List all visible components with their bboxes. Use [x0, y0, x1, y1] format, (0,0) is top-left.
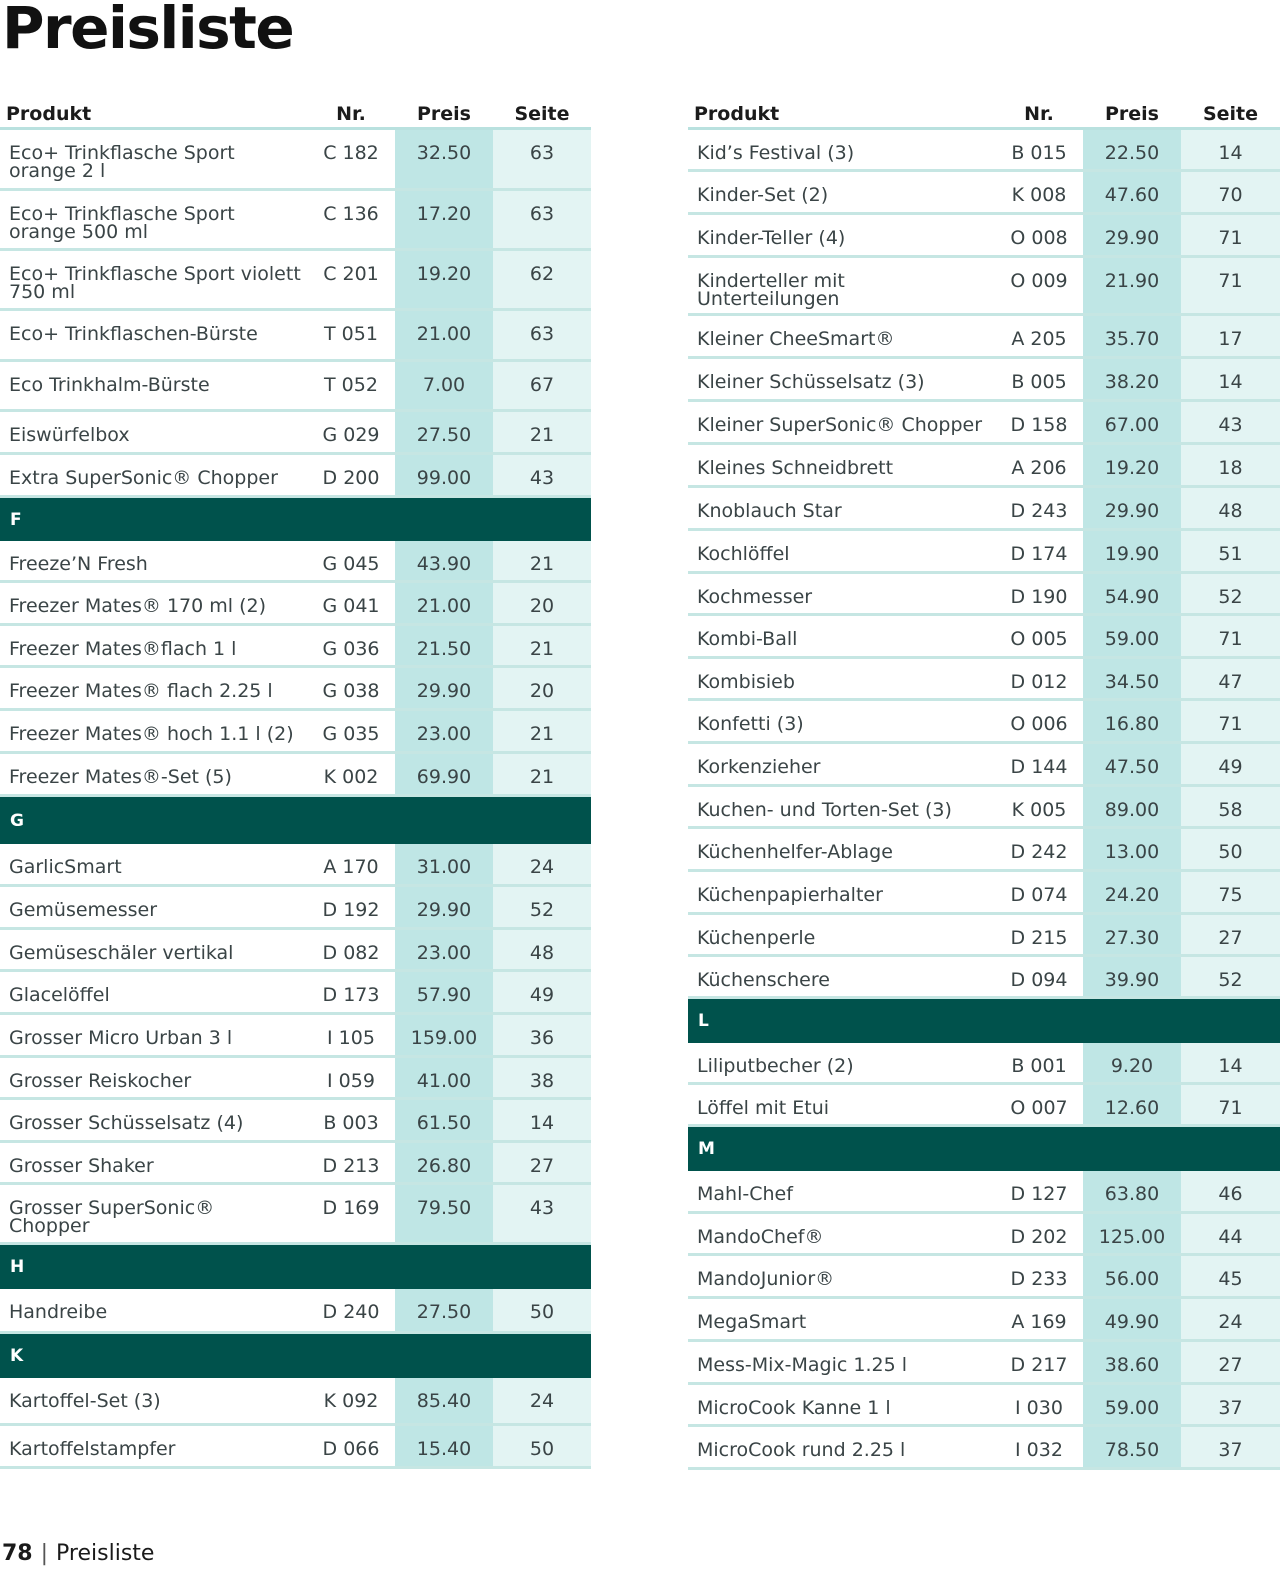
product-name: Freeze’N Fresh — [9, 553, 148, 575]
product-price: 54.90 — [1083, 574, 1181, 613]
product-number: I 105 — [327, 1027, 375, 1049]
product-name: Eco Trinkhalm-Bürste — [9, 374, 210, 396]
product-name: Kuchen- und Torten-Set (3) — [697, 799, 952, 821]
page-title: Preisliste — [2, 0, 294, 62]
product-price: 41.00 — [395, 1058, 493, 1097]
section-letter: M — [688, 1127, 1280, 1171]
table-row — [0, 626, 591, 668]
product-page: 48 — [1181, 488, 1280, 528]
product-price: 38.20 — [1083, 359, 1181, 399]
product-number: G 036 — [322, 638, 380, 660]
section-letter: H — [0, 1245, 591, 1289]
product-price: 12.60 — [1083, 1085, 1181, 1124]
table-body — [0, 130, 591, 1469]
product-name: Freezer Mates®-Set (5) — [9, 766, 232, 788]
product-price: 43.90 — [395, 541, 493, 580]
product-number: D 202 — [1010, 1226, 1068, 1248]
product-page: 14 — [1181, 1043, 1280, 1082]
product-number: O 006 — [1010, 713, 1068, 735]
product-number: O 005 — [1010, 628, 1068, 650]
product-number: G 045 — [322, 553, 380, 575]
product-page: 50 — [1181, 829, 1280, 869]
product-page: 71 — [1181, 258, 1280, 313]
product-name: Liliputbecher (2) — [697, 1055, 854, 1077]
product-price: 29.90 — [1083, 215, 1181, 255]
product-page: 63 — [493, 191, 591, 248]
product-name: Kombisieb — [697, 671, 795, 693]
product-number: O 007 — [1010, 1097, 1068, 1119]
product-price: 9.20 — [1083, 1043, 1181, 1082]
product-number: G 029 — [322, 424, 380, 446]
product-price: 47.60 — [1083, 172, 1181, 212]
product-name: Kid’s Festival (3) — [697, 142, 855, 164]
product-number: K 008 — [1011, 184, 1067, 206]
table-row — [688, 787, 1280, 829]
product-price: 159.00 — [395, 1015, 493, 1055]
product-name: Kinder-Set (2) — [697, 184, 829, 206]
table-row — [0, 754, 591, 797]
product-page: 75 — [1181, 872, 1280, 912]
product-number: D 213 — [322, 1155, 380, 1177]
table-row — [688, 130, 1280, 172]
product-price: 13.00 — [1083, 829, 1181, 869]
product-price: 29.90 — [1083, 488, 1181, 528]
table-row — [0, 887, 591, 930]
table-row — [0, 972, 591, 1015]
table-row — [688, 402, 1280, 445]
product-number: A 206 — [1011, 457, 1067, 479]
product-price: 78.50 — [1083, 1427, 1181, 1467]
product-number: D 243 — [1010, 500, 1068, 522]
product-price: 15.40 — [395, 1426, 493, 1466]
product-number: D 094 — [1010, 969, 1068, 991]
product-page: 21 — [493, 541, 591, 580]
product-name: Freezer Mates® 170 ml (2) — [9, 595, 266, 617]
product-number: D 127 — [1010, 1183, 1068, 1205]
table-row — [688, 1427, 1280, 1470]
table-row — [0, 455, 591, 498]
table-row — [688, 659, 1280, 701]
product-name: Grosser Schüsselsatz (4) — [9, 1112, 244, 1134]
product-number: D 217 — [1010, 1354, 1068, 1376]
product-number: D 233 — [1010, 1268, 1068, 1290]
table-row — [688, 872, 1280, 915]
product-number: I 032 — [1015, 1439, 1063, 1461]
section-letter: G — [0, 797, 591, 844]
header-product: Produkt — [694, 103, 780, 125]
table-row — [688, 531, 1280, 574]
product-number: D 012 — [1010, 671, 1068, 693]
product-page: 21 — [493, 711, 591, 751]
product-number: B 015 — [1011, 142, 1067, 164]
table-row — [688, 359, 1280, 402]
product-number: T 051 — [324, 323, 378, 345]
product-price: 31.00 — [395, 844, 493, 884]
table-row — [0, 1378, 591, 1426]
product-number: D 215 — [1010, 927, 1068, 949]
product-name: Grosser Micro Urban 3 l — [9, 1027, 233, 1049]
product-name: Eco+ Trinkflasche Sport violett 750 ml — [9, 263, 301, 303]
table-row — [688, 172, 1280, 215]
product-page: 24 — [493, 844, 591, 884]
product-number: G 038 — [322, 680, 380, 702]
product-number: C 182 — [323, 142, 379, 164]
product-page: 71 — [1181, 1085, 1280, 1124]
header-price: Preis — [1104, 103, 1159, 125]
table-header — [688, 97, 1280, 130]
table-row — [688, 1043, 1280, 1085]
product-price: 49.90 — [1083, 1299, 1181, 1339]
table-row — [0, 583, 591, 626]
product-page: 71 — [1181, 616, 1280, 656]
product-price: 7.00 — [395, 362, 493, 409]
product-number: D 190 — [1010, 586, 1068, 608]
table-row — [688, 829, 1280, 872]
header-product: Produkt — [6, 103, 92, 125]
product-page: 63 — [493, 311, 591, 359]
product-number: B 005 — [1011, 371, 1067, 393]
product-page: 52 — [493, 887, 591, 927]
table-row — [0, 1426, 591, 1469]
product-price: 47.50 — [1083, 744, 1181, 784]
product-name: MicroCook Kanne 1 l — [697, 1397, 891, 1419]
product-page: 21 — [493, 754, 591, 794]
product-page: 27 — [1181, 1342, 1280, 1382]
product-number: O 009 — [1010, 270, 1068, 292]
product-name: Küchenperle — [697, 927, 816, 949]
table-row — [688, 258, 1280, 316]
product-price: 61.50 — [395, 1100, 493, 1140]
product-number: D 169 — [322, 1197, 380, 1219]
header-nr: Nr. — [336, 103, 366, 125]
product-name: Kartoffel-Set (3) — [9, 1390, 161, 1412]
product-price: 59.00 — [1083, 616, 1181, 656]
product-page: 20 — [493, 583, 591, 623]
product-page: 48 — [493, 930, 591, 969]
section-letter: F — [0, 498, 591, 541]
product-page: 52 — [1181, 574, 1280, 613]
product-name: Mahl-Chef — [697, 1183, 793, 1205]
header-nr: Nr. — [1024, 103, 1054, 125]
product-page: 14 — [1181, 359, 1280, 399]
product-price: 21.00 — [395, 311, 493, 359]
product-page: 51 — [1181, 531, 1280, 571]
header-page: Seite — [1202, 103, 1259, 125]
product-name: Kochlöffel — [697, 543, 790, 565]
product-price: 21.90 — [1083, 258, 1181, 313]
product-name: Eco+ Trinkflaschen-Bürste — [9, 323, 258, 345]
product-price: 57.90 — [395, 972, 493, 1012]
product-name: Grosser SuperSonic® Chopper — [9, 1197, 215, 1237]
product-name: Kleiner Schüsselsatz (3) — [697, 371, 925, 393]
table-row — [0, 412, 591, 455]
product-page: 14 — [493, 1100, 591, 1140]
product-price: 27.50 — [395, 1289, 493, 1331]
product-page: 47 — [1181, 659, 1280, 698]
product-name: Handreibe — [9, 1301, 108, 1323]
product-price: 22.50 — [1083, 130, 1181, 169]
product-name: Mess-Mix-Magic 1.25 l — [697, 1354, 907, 1376]
table-row — [0, 130, 591, 191]
table-row — [688, 316, 1280, 359]
product-price: 59.00 — [1083, 1385, 1181, 1424]
section-letter: L — [688, 999, 1280, 1043]
product-name: Glacelöffel — [9, 984, 110, 1006]
product-price: 26.80 — [395, 1143, 493, 1182]
product-number: D 158 — [1010, 414, 1068, 436]
table-row — [0, 1185, 591, 1245]
product-name: Kleiner SuperSonic® Chopper — [697, 414, 982, 436]
product-number: D 074 — [1010, 884, 1068, 906]
table-row — [688, 1085, 1280, 1127]
product-page: 37 — [1181, 1385, 1280, 1424]
product-name: Kartoffelstampfer — [9, 1438, 176, 1460]
product-price: 38.60 — [1083, 1342, 1181, 1382]
product-name: MandoJunior® — [697, 1268, 835, 1290]
table-row — [688, 574, 1280, 616]
product-page: 49 — [493, 972, 591, 1012]
table-row — [688, 701, 1280, 744]
product-name: GarlicSmart — [9, 856, 122, 878]
product-name: Eiswürfelbox — [9, 424, 130, 446]
footer-separator: | — [40, 1541, 49, 1566]
product-number: K 005 — [1011, 799, 1067, 821]
product-number: D 242 — [1010, 841, 1068, 863]
product-price: 16.80 — [1083, 701, 1181, 741]
product-name: Gemüsemesser — [9, 899, 158, 921]
product-name: Freezer Mates®flach 1 l — [9, 638, 237, 660]
table-row — [0, 930, 591, 972]
product-name: Löffel mit Etui — [697, 1097, 830, 1119]
table-row — [688, 616, 1280, 659]
product-page: 50 — [493, 1289, 591, 1331]
product-page: 50 — [493, 1426, 591, 1466]
product-price: 99.00 — [395, 455, 493, 495]
table-row — [0, 541, 591, 583]
product-price: 17.20 — [395, 191, 493, 248]
product-price: 39.90 — [1083, 957, 1181, 996]
product-page: 17 — [1181, 316, 1280, 356]
product-number: C 136 — [323, 203, 379, 225]
product-name: Kinder-Teller (4) — [697, 227, 846, 249]
table-row — [688, 1214, 1280, 1256]
table-row — [688, 1256, 1280, 1299]
product-page: 38 — [493, 1058, 591, 1097]
footer-label: Preisliste — [56, 1541, 155, 1566]
table-row — [688, 445, 1280, 488]
table-row — [0, 844, 591, 887]
table-row — [0, 711, 591, 754]
table-row — [688, 744, 1280, 787]
product-name: Kleiner CheeSmart® — [697, 328, 895, 350]
product-price: 21.50 — [395, 626, 493, 665]
product-page: 43 — [493, 1185, 591, 1242]
product-price: 56.00 — [1083, 1256, 1181, 1296]
table-row — [688, 1171, 1280, 1214]
product-price: 85.40 — [395, 1378, 493, 1423]
product-number: O 008 — [1010, 227, 1068, 249]
table-row — [0, 1015, 591, 1058]
product-number: D 144 — [1010, 756, 1068, 778]
product-price: 27.50 — [395, 412, 493, 452]
product-price: 63.80 — [1083, 1171, 1181, 1211]
product-name: Konfetti (3) — [697, 713, 804, 735]
product-number: B 003 — [323, 1112, 379, 1134]
product-name: Eco+ Trinkflasche Sport orange 500 ml — [9, 203, 235, 243]
product-page: 67 — [493, 362, 591, 409]
product-page: 36 — [493, 1015, 591, 1055]
table-row — [0, 362, 591, 412]
table-row — [0, 1058, 591, 1100]
product-page: 63 — [493, 130, 591, 188]
product-page: 20 — [493, 668, 591, 708]
table-row — [688, 915, 1280, 957]
product-page: 27 — [493, 1143, 591, 1182]
product-page: 37 — [1181, 1427, 1280, 1467]
product-name: Extra SuperSonic® Chopper — [9, 467, 278, 489]
product-number: D 200 — [322, 467, 380, 489]
product-page: 49 — [1181, 744, 1280, 784]
product-name: Küchenhelfer-Ablage — [697, 841, 893, 863]
table-row — [688, 1385, 1280, 1427]
product-number: T 052 — [324, 374, 378, 396]
product-page: 71 — [1181, 701, 1280, 741]
product-name: Kochmesser — [697, 586, 813, 608]
page-footer — [2, 1541, 154, 1566]
product-price: 19.90 — [1083, 531, 1181, 571]
product-name: Kombi-Ball — [697, 628, 798, 650]
price-table-right — [688, 97, 1280, 1470]
product-number: A 169 — [1011, 1311, 1067, 1333]
product-page: 46 — [1181, 1171, 1280, 1211]
product-price: 21.00 — [395, 583, 493, 623]
product-number: D 192 — [322, 899, 380, 921]
table-row — [688, 1299, 1280, 1342]
product-price: 23.00 — [395, 711, 493, 751]
product-page: 21 — [493, 412, 591, 452]
product-price: 29.90 — [395, 887, 493, 927]
product-price: 29.90 — [395, 668, 493, 708]
product-price: 19.20 — [395, 251, 493, 308]
product-number: I 030 — [1015, 1397, 1063, 1419]
product-page: 62 — [493, 251, 591, 308]
product-name: Küchenpapierhalter — [697, 884, 883, 906]
product-number: A 170 — [323, 856, 379, 878]
product-page: 21 — [493, 626, 591, 665]
page-number: 78 — [2, 1541, 33, 1566]
product-name: Kleines Schneidbrett — [697, 457, 894, 479]
product-page: 43 — [1181, 402, 1280, 442]
product-name: Freezer Mates® hoch 1.1 l (2) — [9, 723, 294, 745]
product-price: 79.50 — [395, 1185, 493, 1242]
product-page: 70 — [1181, 172, 1280, 212]
product-name: Knoblauch Star — [697, 500, 842, 522]
product-number: K 002 — [323, 766, 379, 788]
product-number: G 035 — [322, 723, 380, 745]
product-price: 67.00 — [1083, 402, 1181, 442]
product-number: D 082 — [322, 942, 380, 964]
section-letter: K — [0, 1334, 591, 1378]
table-header — [0, 97, 591, 130]
product-page: 27 — [1181, 915, 1280, 954]
product-number: B 001 — [1011, 1055, 1067, 1077]
product-name: MegaSmart — [697, 1311, 807, 1333]
table-row — [0, 251, 591, 311]
product-page: 71 — [1181, 215, 1280, 255]
table-row — [688, 488, 1280, 531]
table-row — [0, 1289, 591, 1334]
product-number: D 240 — [322, 1301, 380, 1323]
product-price: 35.70 — [1083, 316, 1181, 356]
product-page: 24 — [493, 1378, 591, 1423]
product-number: I 059 — [327, 1070, 375, 1092]
table-row — [688, 957, 1280, 999]
table-row — [0, 311, 591, 362]
product-price: 23.00 — [395, 930, 493, 969]
product-price: 24.20 — [1083, 872, 1181, 912]
table-row — [0, 1143, 591, 1185]
product-page: 58 — [1181, 787, 1280, 826]
product-name: Korkenzieher — [697, 756, 821, 778]
product-number: C 201 — [323, 263, 379, 285]
product-name: MandoChef® — [697, 1226, 824, 1248]
product-price: 34.50 — [1083, 659, 1181, 698]
table-row — [0, 1100, 591, 1143]
product-name: Gemüseschäler vertikal — [9, 942, 234, 964]
table-row — [0, 191, 591, 251]
price-table-left — [0, 97, 591, 1469]
table-row — [0, 668, 591, 711]
product-page: 14 — [1181, 130, 1280, 169]
product-name: Küchenschere — [697, 969, 830, 991]
product-page: 52 — [1181, 957, 1280, 996]
product-price: 69.90 — [395, 754, 493, 794]
header-price: Preis — [416, 103, 471, 125]
product-price: 19.20 — [1083, 445, 1181, 485]
product-name: Kinderteller mit Unterteilungen — [697, 270, 845, 310]
table-body — [688, 130, 1280, 1470]
product-number: G 041 — [322, 595, 380, 617]
table-row — [688, 1342, 1280, 1385]
product-number: K 092 — [323, 1390, 379, 1412]
product-name: Eco+ Trinkflasche Sport orange 2 l — [9, 142, 235, 182]
product-page: 18 — [1181, 445, 1280, 485]
product-page: 24 — [1181, 1299, 1280, 1339]
product-number: D 174 — [1010, 543, 1068, 565]
product-number: D 066 — [322, 1438, 380, 1460]
product-name: Grosser Shaker — [9, 1155, 154, 1177]
product-number: D 173 — [322, 984, 380, 1006]
product-price: 32.50 — [395, 130, 493, 188]
product-name: Grosser Reiskocher — [9, 1070, 192, 1092]
table-row — [688, 215, 1280, 258]
header-page: Seite — [514, 103, 570, 125]
product-price: 89.00 — [1083, 787, 1181, 826]
product-page: 43 — [493, 455, 591, 495]
product-page: 45 — [1181, 1256, 1280, 1296]
product-price: 125.00 — [1083, 1214, 1181, 1253]
product-name: MicroCook rund 2.25 l — [697, 1439, 906, 1461]
product-page: 44 — [1181, 1214, 1280, 1253]
product-price: 27.30 — [1083, 915, 1181, 954]
product-number: A 205 — [1011, 328, 1067, 350]
product-name: Freezer Mates® flach 2.25 l — [9, 680, 273, 702]
